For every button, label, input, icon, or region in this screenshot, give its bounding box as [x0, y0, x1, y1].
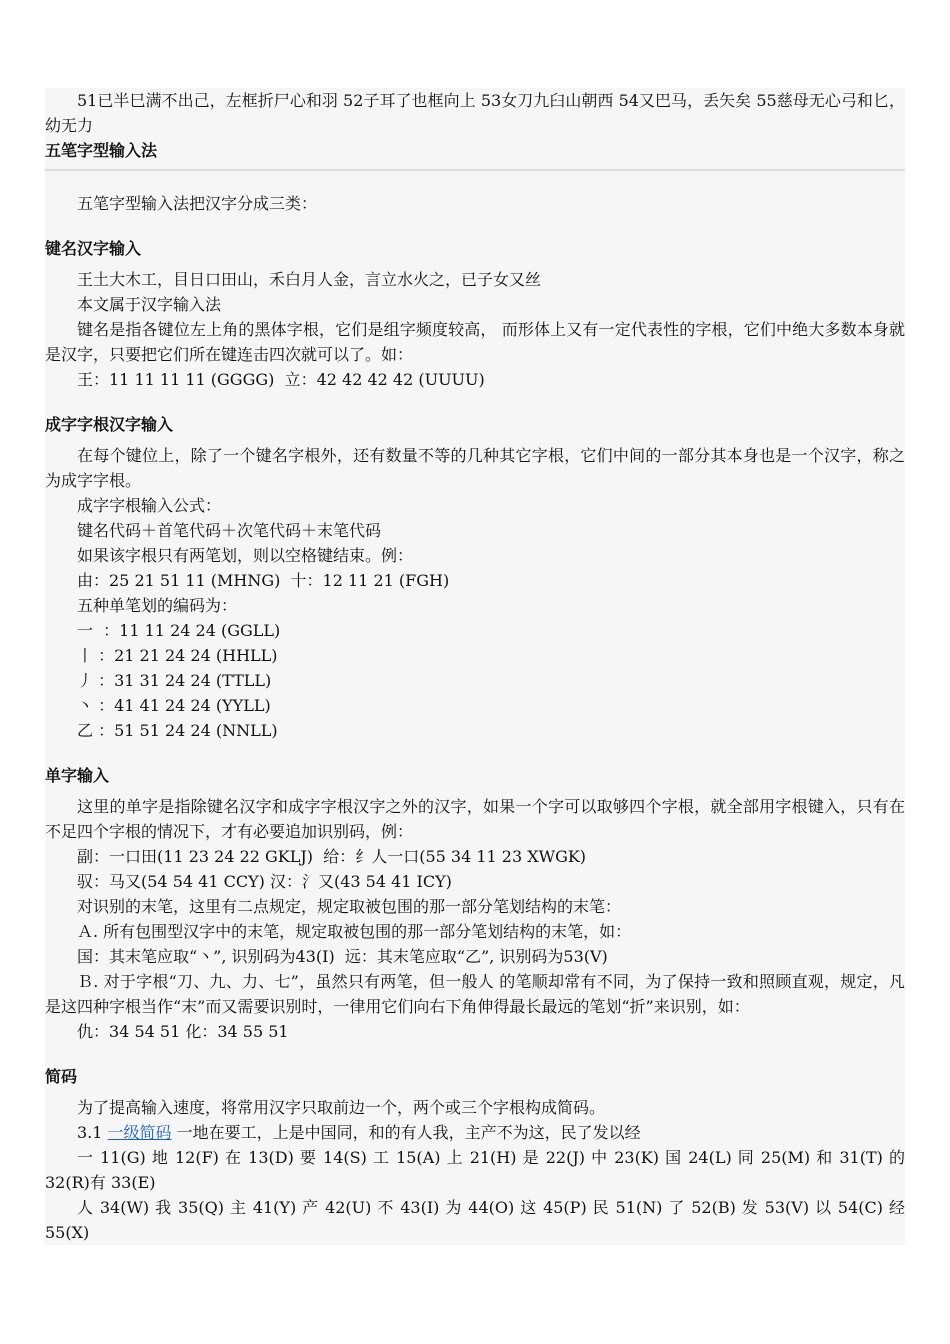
page-title: 五笔字型输入法 [45, 141, 158, 160]
stroke-code-line: 丿 ：31 31 24 24 (TTLL) [77, 671, 272, 690]
formula-label: 成字字根输入公式： [77, 496, 222, 515]
section-heading-root-char: 成字字根汉字输入 [45, 415, 174, 434]
short-code-description: 为了提高输入速度，将常用汉字只取前边一个，两个或三个字根构成简码。 [77, 1098, 606, 1117]
rule-b-example: 仇：34 54 51 化：34 55 51 [77, 1022, 289, 1041]
identification-rule: 对识别的末笔，这里有二点规定，规定取被包围的那一部分笔划结构的末笔： [77, 897, 622, 916]
category-note: 本文属于汉字输入法 [77, 295, 222, 314]
stroke-code-line: 乙 ：51 51 24 24 (NNLL) [77, 721, 278, 740]
section-heading-single-char: 单字输入 [45, 766, 110, 785]
formula-text: 键名代码＋首笔代码＋次笔代码＋末笔代码 [77, 521, 382, 540]
single-char-description: 这里的单字是指除键名汉字和成字字根汉字之外的汉字，如果一个字可以取够四个字根，就全部用字根键入，只有在不足四个字根的情况下，才有必要追加识别码，例： [45, 797, 905, 841]
single-char-example-2: 驭：马又(54 54 41 CCY) 汉：氵又(43 54 41 ICY) [77, 872, 452, 891]
level-one-mnemonic: 一地在要工，上是中国同，和的有人我，主产不为这，民了发以经 [171, 1123, 641, 1142]
rule-b: Ｂ. 对于字根“刀、九、力、七”，虽然只有两笔，但一般人 的笔顺却常有不同，为了保持一致和照顾直观，规定，凡是这四种字根当作“末”而又需要识别时，一律用它们向右下角伸得最长最远的笔划“折”来识别，如： [45, 972, 905, 1016]
overview-text: 五笔字型输入法把汉字分成三类： [77, 194, 318, 213]
strokes-label: 五种单笔划的编码为： [77, 596, 238, 615]
root-char-example: 由：25 21 51 11 (MHNG) 十：12 11 21 (FGH) [77, 571, 450, 590]
intro-line: 51已半巳满不出己，左框折尸心和羽 52子耳了也框向上 53女刀九臼山朝西 54又巴马，丢矢矣 55慈母无心弓和匕，幼无力 [45, 91, 905, 135]
stroke-code-line: 丶 ：41 41 24 24 (YYLL) [77, 696, 271, 715]
title-divider [45, 169, 905, 171]
level-one-codes-row-2: 人 34(W) 我 35(Q) 主 41(Y) 产 42(U) 不 43(I) 为 44(O) 这 45(P) 民 51(N) 了 52(B) 发 53(V) 以 54(C) 经 55(X) [45, 1198, 905, 1242]
rule-a: Ａ. 所有包围型汉字中的末笔，规定取被包围的那一部分笔划结构的末笔，如： [77, 922, 632, 941]
level-one-code-link[interactable]: 一级简码 [107, 1123, 172, 1142]
subsection-number: 3.1 [77, 1123, 108, 1142]
stroke-code-line: 丨 ：21 21 24 24 (HHLL) [77, 646, 278, 665]
key-name-rhyme: 王土大木工，目日口田山，禾白月人金，言立水火之，已子女又丝 [77, 270, 542, 289]
root-char-description: 在每个键位上，除了一个键名字根外，还有数量不等的几种其它字根，它们中间的一部分其本身也是一个汉字，称之为成字字根。 [45, 446, 905, 490]
level-one-codes-row-1: 一 11(G) 地 12(F) 在 13(D) 要 14(S) 工 15(A) 上 21(H) 是 22(J) 中 23(K) 国 24(L) 同 25(M) 和 31(T) 的 32(R)有 33(E) [45, 1148, 905, 1192]
single-char-example-1: 副：一口田(11 23 24 22 GKLJ) 给：纟人一口(55 34 11 23 XWGK) [77, 847, 587, 866]
level-one-code-line [45, 1120, 905, 1145]
rule-a-example: 国：其末笔应取“丶”, 识别码为43(I) 远：其末笔应取“乙”, 识别码为53(V) [77, 947, 608, 966]
section-heading-short-code: 简码 [45, 1067, 78, 1086]
section-heading-key-name: 键名汉字输入 [45, 239, 142, 258]
two-stroke-rule: 如果该字根只有两笔划，则以空格键结束。例： [77, 546, 414, 565]
document-page [45, 88, 905, 1245]
key-name-description: 键名是指各键位左上角的黑体字根，它们是组字频度较高， 而形体上又有一定代表性的字根，它们中绝大多数本身就是汉字，只要把它们所在键连击四次就可以了。如： [45, 320, 905, 364]
key-name-example: 王：11 11 11 11 (GGGG) 立：42 42 42 42 (UUUU) [77, 370, 485, 389]
stroke-code-line: 一 ：11 11 24 24 (GGLL) [77, 621, 281, 640]
